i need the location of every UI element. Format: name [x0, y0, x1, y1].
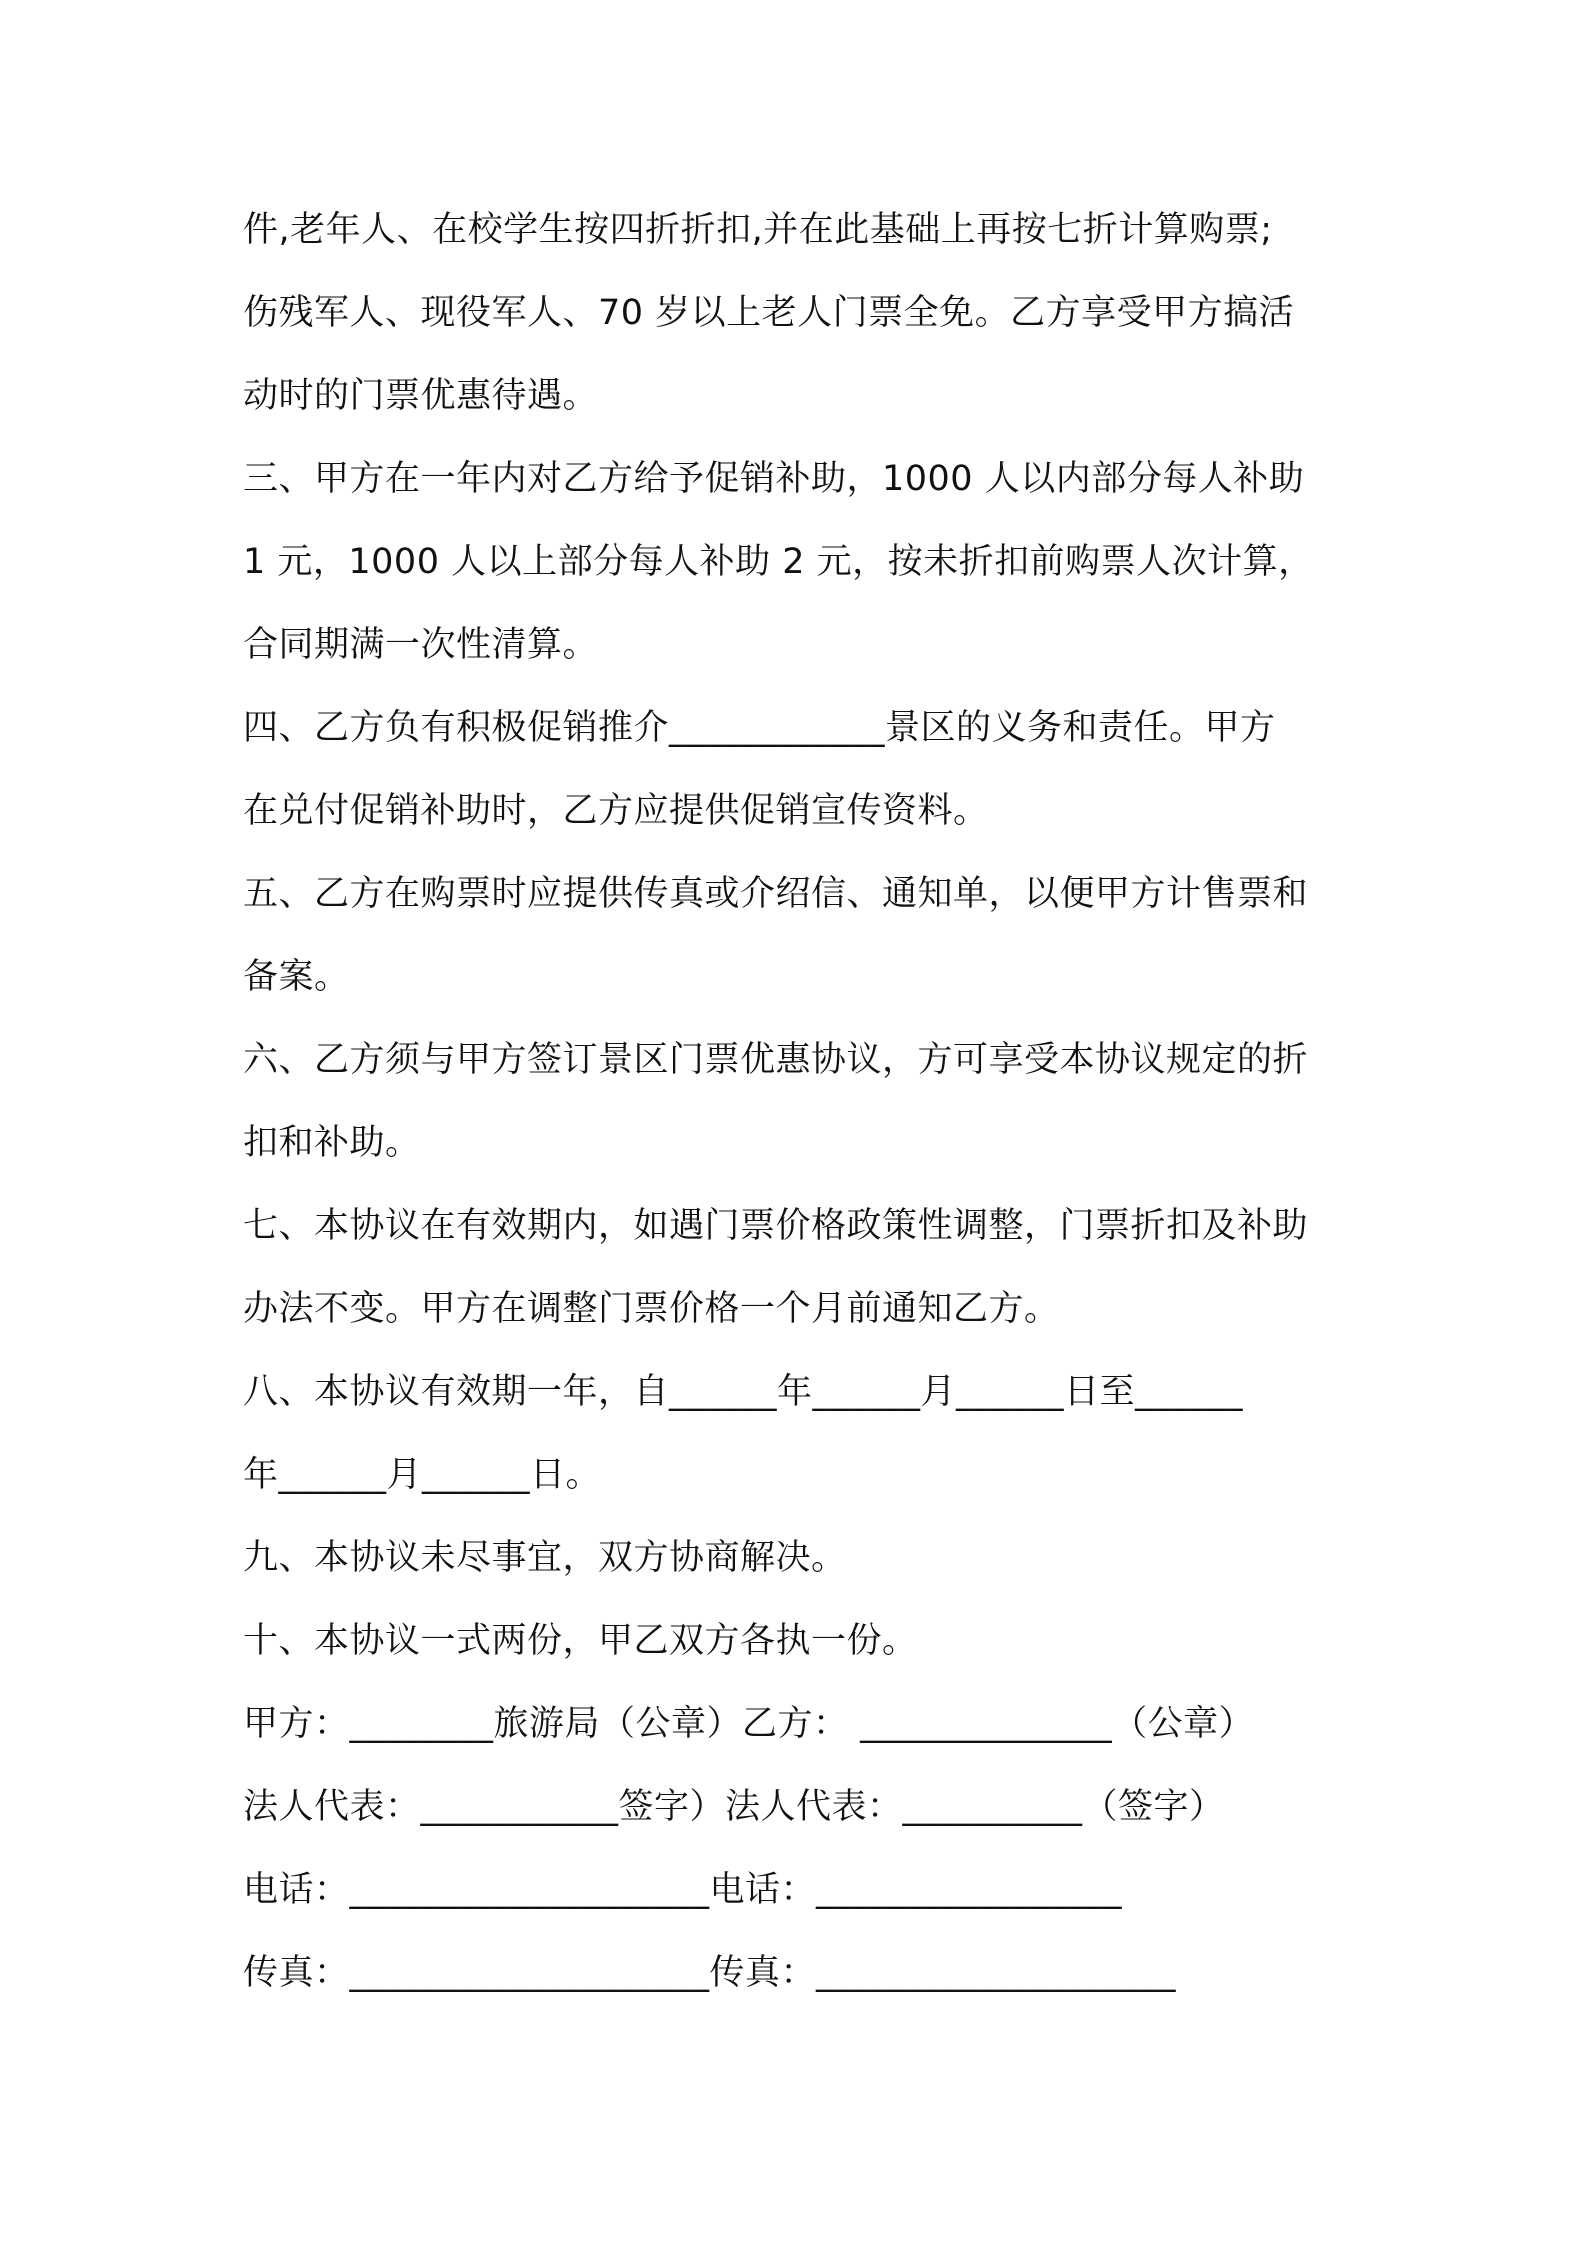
text-line-10: 备案。: [243, 957, 350, 997]
signature-line-party: 甲方：________旅游局（公章）乙方： ______________（公章）: [243, 1704, 1255, 1744]
text-line-7: 四、乙方负有积极促销推介____________景区的义务和责任。甲方: [243, 708, 1276, 748]
text-line-12: 扣和补助。: [243, 1123, 421, 1163]
text-line-9: 五、乙方在购票时应提供传真或介绍信、通知单，以便甲方计售票和: [243, 874, 1309, 914]
text-line-3: 动时的门票优惠待遇。: [243, 376, 599, 416]
text-line-16: 年______月______日。: [243, 1455, 602, 1495]
text-line-18: 十、本协议一式两份，甲乙双方各执一份。: [243, 1621, 918, 1661]
text-line-2: 伤残军人、现役军人、70 岁以上老人门票全免。乙方享受甲方搞活: [243, 293, 1295, 333]
text-line-1: 件,老年人、在校学生按四折折扣,并在此基础上再按七折计算购票;: [243, 210, 1273, 250]
signature-line-phone: 电话：____________________电话：_________________: [243, 1870, 1123, 1910]
text-line-13: 七、本协议在有效期内，如遇门票价格政策性调整，门票折扣及补助: [243, 1206, 1309, 1246]
text-line-15: 八、本协议有效期一年，自______年______月______日至______: [243, 1372, 1244, 1412]
text-line-4: 三、甲方在一年内对乙方给予促销补助，1000 人以内部分每人补助: [243, 459, 1305, 499]
text-line-17: 九、本协议未尽事宜，双方协商解决。: [243, 1538, 847, 1578]
signature-line-fax: 传真：____________________传真：____________________: [243, 1953, 1177, 1993]
text-line-11: 六、乙方须与甲方签订景区门票优惠协议，方可享受本协议规定的折: [243, 1040, 1309, 1080]
text-line-14: 办法不变。甲方在调整门票价格一个月前通知乙方。: [243, 1289, 1060, 1329]
text-line-8: 在兑付促销补助时，乙方应提供促销宣传资料。: [243, 791, 989, 831]
text-line-6: 合同期满一次性清算。: [243, 625, 599, 665]
text-line-5: 1 元，1000 人以上部分每人补助 2 元，按未折扣前购票人次计算，: [243, 542, 1314, 582]
signature-line-representative: 法人代表：___________签字）法人代表：__________（签字）: [243, 1787, 1225, 1827]
